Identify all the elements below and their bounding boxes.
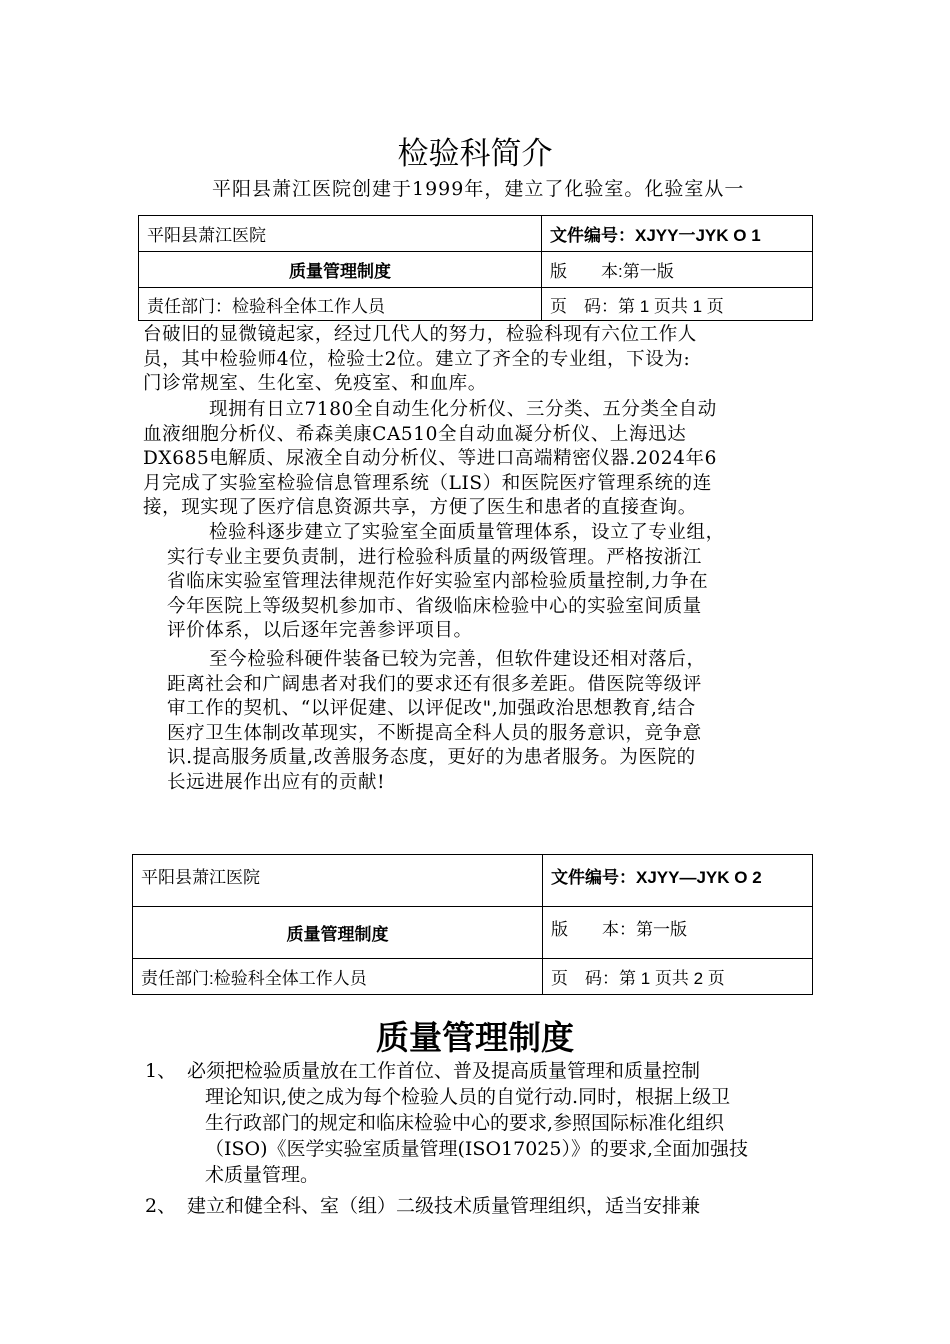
hospital-name: 平阳县萧江医院	[133, 855, 543, 907]
rule-number: 2、	[145, 1195, 177, 1217]
text-line: DX685电解质、尿液全自动分析仪、等进口高端精密仪器.2024年6	[143, 448, 717, 469]
rules-title: 质量管理制度	[376, 1019, 574, 1056]
rule-item-2	[145, 1193, 815, 1219]
text-line: 生行政部门的规定和临床检验中心的要求,参照国际标准化组织	[205, 1112, 725, 1134]
text-line: 实行专业主要负责制，进行检验科质量的两级管理。严格按浙江	[167, 546, 702, 568]
text-line: 距离社会和广阔患者对我们的要求还有很多差距。借医院等级评	[167, 673, 702, 695]
hospital-name: 平阳县萧江医院	[139, 216, 542, 252]
text-line: 长远进展作出应有的贡献!	[167, 771, 386, 793]
responsible-department: 责任部门：检验科全体工作人员	[139, 288, 542, 321]
text-line: 术质量管理。	[205, 1164, 320, 1186]
document-header-table-1	[138, 215, 813, 321]
rules-list	[145, 1058, 815, 1224]
text-line: 评价体系，以后逐年完善参评项目。	[167, 620, 473, 641]
intro-paragraph-3	[167, 521, 817, 644]
text-line: 医疗卫生体制改革现实，不断提高全科人员的服务意识，竞争意	[167, 722, 702, 744]
text-line: 接，现实现了医疗信息资源共享，方便了医生和患者的直接查询。	[143, 497, 697, 518]
rule-number: 1、	[145, 1060, 177, 1082]
responsible-department: 责任部门:检验科全体工作人员	[133, 959, 543, 995]
text-line: 月完成了实验室检验信息管理系统（LIS）和医院医疗管理系统的连	[143, 472, 712, 494]
text-line: 门诊常规室、生化室、免疫室、和血库。	[143, 373, 487, 394]
page-count: 页 码：第 1 页共 2 页	[543, 959, 813, 995]
rule-text	[187, 1193, 815, 1219]
rule-item-1	[145, 1058, 815, 1188]
text-line: 审工作的契机、“以评促建、以评促改",加强政治思想教育,结合	[167, 698, 696, 719]
intro-first-line: 平阳县萧江医院创建于1999年，建立了化验室。化验室从一	[212, 178, 745, 200]
text-line: 省临床实验室管理法律规范作好实验室内部检验质量控制,力争在	[167, 571, 709, 592]
text-line: 识.提高服务质量,改善服务态度，更好的为患者服务。为医院的	[167, 747, 696, 768]
text-line: 建立和健全科、室（组）二级技术质量管理组织，适当安排兼	[187, 1195, 701, 1217]
document-title: 质量管理制度	[139, 252, 542, 288]
document-header-table-2	[132, 854, 813, 995]
text-line: （ISO)《医学实验室质量管理(ISO17025）》的要求,全面加强技	[205, 1138, 749, 1160]
text-line: 现拥有日立7180全自动生化分析仪、三分类、五分类全自动	[209, 399, 717, 420]
text-line: 员，其中检验师4位，检验士2位。建立了齐全的专业组，下设为:	[143, 348, 691, 370]
document-title: 质量管理制度	[133, 907, 543, 959]
text-line: 今年医院上等级契机参加市、省级临床检验中心的实验室间质量	[167, 595, 702, 617]
text-line: 血液细胞分析仪、希森美康CA510全自动血凝分析仪、上海迅达	[143, 423, 687, 445]
intro-paragraph-4	[167, 648, 817, 795]
page-count: 页 码：第 1 页共 1 页	[542, 288, 813, 321]
intro-paragraph-2	[143, 398, 818, 521]
version: 版 本:第一版	[542, 252, 813, 288]
rule-text	[187, 1058, 815, 1188]
intro-title: 检验科简介	[397, 136, 553, 172]
text-line: 理论知识,使之成为每个检验人员的自觉行动.同时，根据上级卫	[205, 1086, 731, 1108]
intro-paragraph-1	[143, 323, 818, 397]
version: 版 本：第一版	[543, 907, 813, 959]
text-line: 检验科逐步建立了实验室全面质量管理体系，设立了专业组，	[209, 522, 725, 543]
text-line: 必须把检验质量放在工作首位、普及提高质量管理和质量控制	[187, 1060, 701, 1082]
text-line: 台破旧的显微镜起家，经过几代人的努力，检验科现有六位工作人	[143, 324, 697, 345]
text-line: 至今检验科硬件装备已较为完善，但软件建设还相对落后，	[209, 649, 706, 670]
file-number: 文件编号：XJYY一JYK O 1	[542, 216, 813, 252]
file-number: 文件编号：XJYY—JYK O 2	[543, 855, 813, 907]
